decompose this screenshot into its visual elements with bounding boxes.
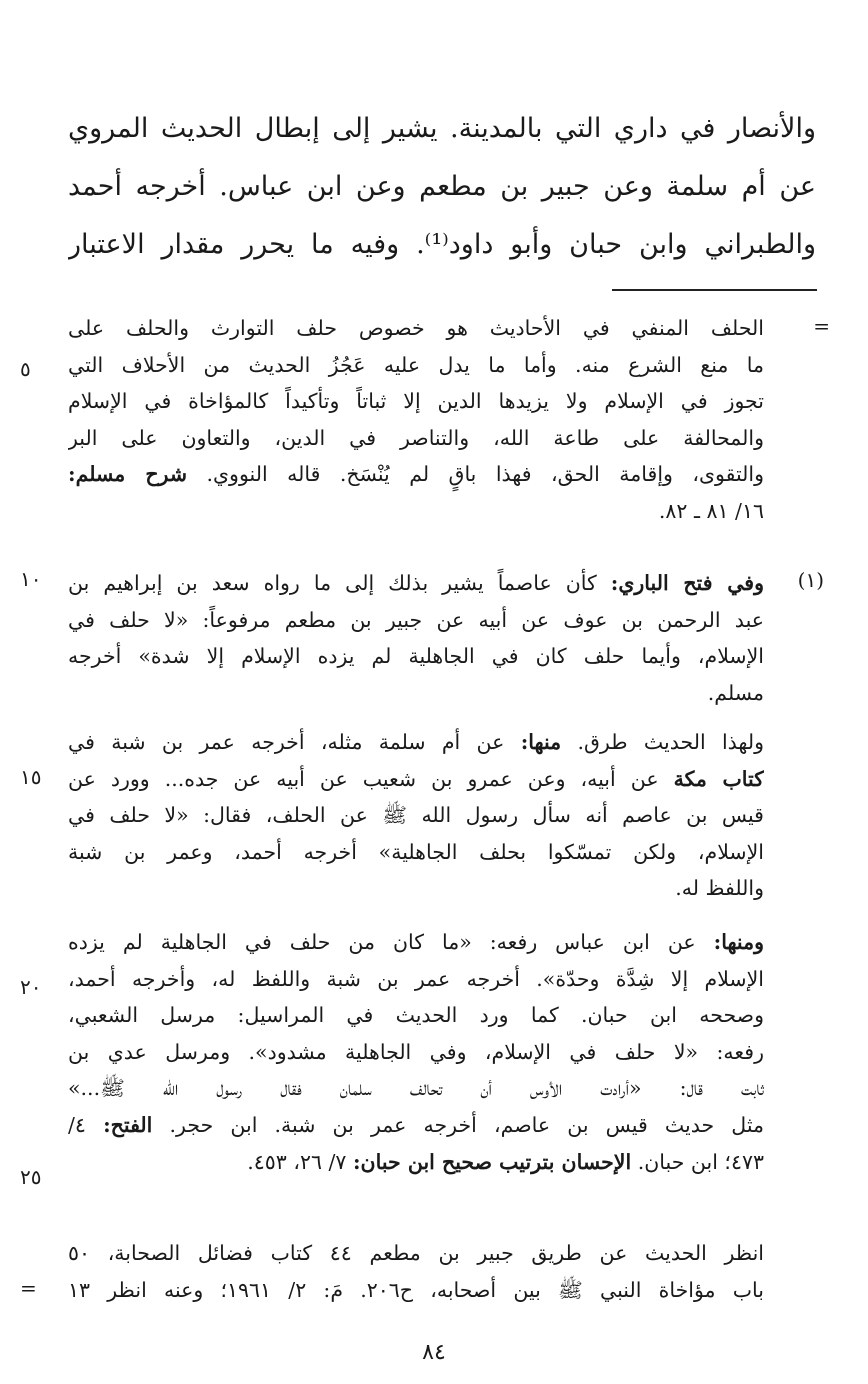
- main-text-line: والأنصار في داري التي بالمدينة. يشير إلى إبطال الحديث المروي: [68, 113, 816, 144]
- footnote-line: مسلم.: [707, 680, 764, 705]
- main-text-line: عن أم سلمة وعن جبير بن مطعم وعن ابن عباس. أخرجه أحمد: [68, 171, 816, 202]
- main-text: [68, 100, 816, 274]
- line-number: ٥: [20, 357, 31, 381]
- footnote-text: ولهذا الحديث طرق.: [577, 730, 764, 754]
- footnote-line: واللفظ له.: [675, 876, 764, 901]
- footnote-1: [68, 565, 764, 711]
- footnote-line: [68, 1107, 764, 1144]
- source-citation: وفي فتح الباري:: [610, 571, 764, 595]
- footnote-text: ٧/ ٢٦، ٤٥٣.: [247, 1149, 347, 1174]
- emphasis: منها:: [520, 730, 562, 754]
- footnote-text: عن أبيه، وعن عمرو بن شعيب عن أبيه عن جده... وورد عن: [68, 766, 659, 791]
- footnote-line: الإسلام، ولكن تمسّكوا بحلف الجاهلية» أخرجه أحمد، وعمر بن شبة: [68, 839, 764, 864]
- footnote-line: الإسلام إلا شِدَّة وحدّة». أخرجه عمر بن شبة واللفظ له، وأخرجه أحمد،: [68, 966, 764, 991]
- footnote-text: كأن عاصماً يشير بذلك إلى ما رواه سعد بن إبراهيم بن: [68, 571, 597, 595]
- footnote-line: [68, 1144, 764, 1181]
- footnote-text: عن أم سلمة مثله، أخرجه عمر بن شبة في: [68, 730, 505, 754]
- footnote-text: ٤/: [68, 1112, 86, 1137]
- footnote-line: ثابت قال: «أرادت الأوس أن تحالف سلمان فقال رسول الله ﷺ...»: [68, 1076, 764, 1101]
- source-citation: الفتح:: [103, 1112, 153, 1137]
- footnote-paragraph-2: [68, 724, 764, 907]
- source-citation: شرح مسلم:: [68, 462, 188, 487]
- footnote-line: الإسلام، وأيما حلف كان في الجاهلية لم يزده الإسلام إلا شدة» أخرجه: [68, 644, 764, 669]
- footnote-line: تجوز في الإسلام ولا يزيدها الدين إلا ثباتاً وتأكيداً كالمؤاخاة في الإسلام: [68, 389, 764, 414]
- line-number: ٢٠: [20, 975, 42, 999]
- footnote-paragraph-3: [68, 924, 764, 1180]
- footnote-line: ١٦/ ٨١ ـ ٨٢.: [658, 498, 764, 523]
- footnote-line: انظر الحديث عن طريق جبير بن مطعم ٤٤ كتاب فضائل الصحابة، ٥٠: [68, 1241, 764, 1265]
- source-citation: كتاب مكة: [673, 766, 764, 791]
- footnote-line: رفعه: «لا حلف في الإسلام، وفي الجاهلية مشدود». ومرسل عدي بن: [68, 1039, 764, 1064]
- line-number: ١٥: [20, 765, 42, 789]
- line-number: ٢٥: [20, 1165, 42, 1189]
- footnote-line: [68, 724, 764, 761]
- continuation-marker: =: [813, 314, 830, 338]
- footnote-line: وصححه ابن حبان. كما ورد الحديث في المراسيل: مرسل الشعبي،: [68, 1003, 764, 1028]
- source-citation: الإحسان بترتيب صحيح ابن حبان:: [352, 1149, 632, 1174]
- footnote-text: والتقوى، وإقامة الحق، فهذا باقٍ لم يُنْسَخ. قاله النووي.: [206, 462, 764, 487]
- page-number: ٨٤: [422, 1340, 446, 1365]
- line-number: ١٠: [20, 567, 42, 591]
- footnote-separator: [612, 289, 817, 291]
- footnote-text: ٤٧٣؛ ابن حبان.: [637, 1149, 764, 1174]
- footnote-line: [68, 761, 764, 798]
- footnote-line: قيس بن عاصم أنه سأل رسول الله ﷺ عن الحلف، فقال: «لا حلف في: [68, 803, 764, 828]
- footnote-line: عبد الرحمن بن عوف عن أبيه عن جبير بن مطعم مرفوعاً: «لا حلف في: [68, 607, 764, 632]
- footnote-line: والمحالفة على طاعة الله، والتناصر في الدين، والتعاون على البر: [68, 425, 764, 450]
- emphasis: ومنها:: [713, 930, 764, 954]
- footnote-marker: (١): [797, 568, 824, 592]
- footnote-line: [68, 924, 764, 961]
- footnote-continuation: [68, 310, 764, 530]
- footnote-paragraph-4: [68, 1235, 764, 1308]
- continuation-marker: =: [20, 1276, 37, 1300]
- footnote-text: عن ابن عباس رفعه: «ما كان من حلف في الجاهلية لم يزده: [68, 930, 696, 954]
- footnote-text: مثل حديث قيس بن عاصم، أخرجه عمر بن شبة. ابن حجر.: [169, 1112, 764, 1137]
- footnote-line: [68, 565, 764, 602]
- footnote-line: الحلف المنفي في الأحاديث هو خصوص حلف التوارث والحلف على: [68, 316, 764, 340]
- footnote-line: ما منع الشرع منه. وأما ما يدل عليه عَجُزُ الحديث من الأحلاف التي: [68, 352, 764, 377]
- main-text-line: والطبراني وابن حبان وأبو داود⁽¹⁾. وفيه ما يحرر مقدار الاعتبار: [68, 229, 816, 260]
- footnote-line: باب مؤاخاة النبي ﷺ بين أصحابه، ح٢٠٦. مَ: ٢/ ١٩٦١؛ وعنه انظر ١٣: [68, 1277, 764, 1302]
- footnote-line: [68, 456, 764, 493]
